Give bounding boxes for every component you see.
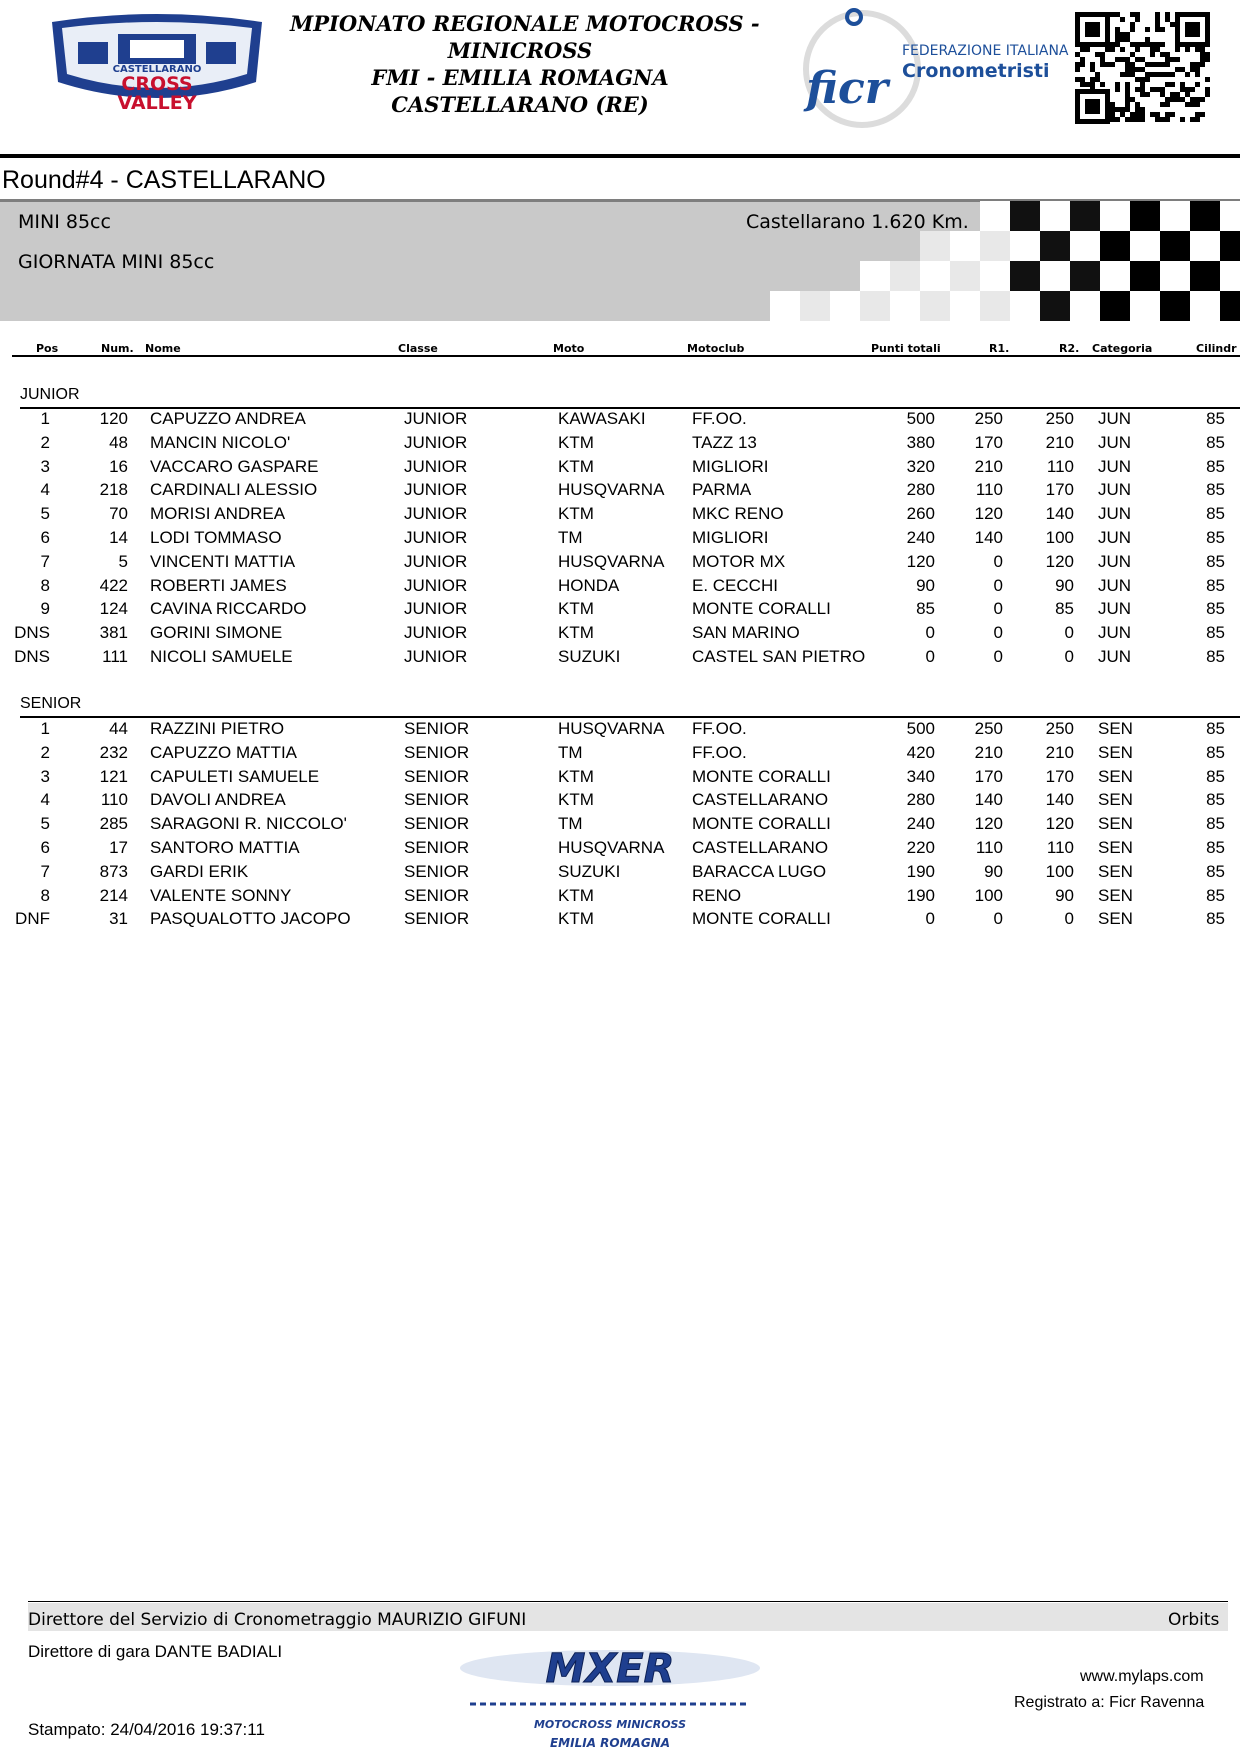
cell-name: CARDINALI ALESSIO [150,480,318,499]
cell-class: JUNIOR [404,409,468,428]
cell-cc: 85 [1206,814,1225,833]
cell-cat: SEN [1098,838,1133,857]
cell-name: CAPULETI SAMUELE [150,767,320,786]
cell-name: LODI TOMMASO [150,528,282,547]
col-header-r2: R2. [1059,342,1080,355]
cell-club: FF.OO. [692,719,747,738]
table-row [0,838,1240,862]
table-row [0,790,1240,814]
cell-points: 380 [906,433,935,452]
cell-points: 0 [925,647,935,666]
cell-club: CASTELLARANO [692,838,829,857]
cell-num: 381 [99,623,128,642]
cell-cat: JUN [1098,528,1132,547]
cell-points: 280 [906,790,935,809]
mxer-line2-text: EMILIA ROMAGNA [549,1736,671,1750]
cell-r1: 250 [974,719,1003,738]
cell-moto: KAWASAKI [558,409,646,428]
logo-mid-text: CROSS [121,73,193,95]
cell-cat: SEN [1098,886,1133,905]
cell-cc: 85 [1206,599,1225,618]
table-row [0,599,1240,623]
event-title [290,10,760,118]
cell-r2: 120 [1045,552,1074,571]
cell-r1: 210 [974,457,1003,476]
cell-r2: 210 [1045,743,1074,762]
cell-pos: 2 [40,743,50,762]
cell-club: FF.OO. [692,409,747,428]
cell-name: SARAGONI R. NICCOLO' [150,814,347,833]
cell-moto: SUZUKI [558,647,621,666]
cell-cc: 85 [1206,576,1225,595]
cell-cat: JUN [1098,457,1132,476]
cell-club: SAN MARINO [692,623,800,642]
cell-r1: 100 [974,886,1003,905]
cell-points: 85 [916,599,935,618]
table-row [0,576,1240,600]
ficr-logo [800,5,1069,131]
cell-name: NICOLI SAMUELE [150,647,293,666]
cell-moto: KTM [558,909,594,928]
cell-class: JUNIOR [404,504,468,523]
cell-cat: JUN [1098,599,1132,618]
cell-r2: 100 [1045,862,1074,881]
cell-moto: KTM [558,433,594,452]
table-row [0,552,1240,576]
cell-cat: JUN [1098,409,1132,428]
table-row [0,457,1240,481]
cell-moto: HUSQVARNA [558,838,665,857]
cell-points: 120 [906,552,935,571]
cell-class: JUNIOR [404,480,468,499]
cell-name: CAPUZZO ANDREA [150,409,306,428]
cell-name: VALENTE SONNY [150,886,292,905]
cell-points: 190 [906,886,935,905]
cell-pos: DNS [14,647,50,666]
cell-r2: 0 [1064,623,1074,642]
cell-cc: 85 [1206,552,1225,571]
cell-cc: 85 [1206,504,1225,523]
col-header-cc: Cilindr [1196,342,1237,355]
table-row [0,743,1240,767]
cell-r1: 210 [974,743,1003,762]
cell-cat: SEN [1098,790,1133,809]
table-row [0,862,1240,886]
cell-r2: 210 [1045,433,1074,452]
cell-pos: 8 [40,886,50,905]
table-header-rule [12,355,1240,357]
cell-class: SENIOR [404,886,470,905]
cell-cc: 85 [1206,886,1225,905]
cell-pos: 4 [40,790,50,809]
cell-r2: 110 [1046,457,1074,476]
cell-name: RAZZINI PIETRO [150,719,285,738]
cell-cat: SEN [1098,909,1133,928]
col-header-class: Classe [398,342,438,355]
cell-r1: 250 [974,409,1003,428]
cell-cc: 85 [1206,457,1225,476]
cell-cc: 85 [1206,862,1225,881]
cell-moto: KTM [558,623,594,642]
cell-club: TAZZ 13 [692,433,757,452]
cell-name: GARDI ERIK [150,862,249,881]
class-name: MINI 85cc [18,211,111,233]
event-title-line: MINICROSS [447,38,593,63]
cell-num: 31 [109,909,128,928]
cell-r1: 0 [993,576,1003,595]
cell-moto: KTM [558,504,594,523]
cell-num: 120 [99,409,128,428]
cell-class: SENIOR [404,767,470,786]
cell-name: MORISI ANDREA [150,504,286,523]
cell-name: ROBERTI JAMES [150,576,287,595]
ficr-line1-text: FEDERAZIONE ITALIANA [902,43,1069,59]
cell-cc: 85 [1206,647,1225,666]
cell-moto: KTM [558,457,594,476]
cell-pos: 3 [40,767,50,786]
cell-cat: JUN [1098,552,1132,571]
cell-r1: 90 [984,862,1003,881]
cell-name: MANCIN NICOLO' [150,433,291,452]
cell-class: SENIOR [404,862,470,881]
cell-moto: HUSQVARNA [558,552,665,571]
cell-pos: 6 [40,838,50,857]
cell-class: JUNIOR [404,647,468,666]
cell-pos: 4 [40,480,50,499]
cell-cat: JUN [1098,623,1132,642]
table-row [0,719,1240,743]
cell-club: MKC RENO [692,504,784,523]
col-header-moto: Moto [553,342,585,355]
table-row [0,886,1240,910]
cell-points: 240 [906,814,935,833]
cell-cat: SEN [1098,814,1133,833]
cell-r1: 170 [974,433,1003,452]
cell-name: PASQUALOTTO JACOPO [150,909,351,928]
cell-pos: 7 [40,862,50,881]
cell-r1: 140 [974,528,1003,547]
cell-r1: 110 [975,838,1003,857]
cell-name: CAVINA RICCARDO [150,599,307,618]
col-header-r1: R1. [989,342,1010,355]
cell-num: 70 [109,504,128,523]
qr-code [1075,12,1215,124]
col-header-points: Punti totali [871,342,941,355]
cell-r2: 140 [1045,504,1074,523]
table-row [0,528,1240,552]
cell-num: 14 [109,528,128,547]
cross-valley-logo [48,12,266,116]
cell-points: 260 [906,504,935,523]
mxer-line1-text: MOTOCROSS MINICROSS [533,1718,687,1731]
cell-points: 0 [925,909,935,928]
cell-cc: 85 [1206,528,1225,547]
table-row [0,647,1240,671]
cell-club: MONTE CORALLI [692,599,831,618]
cell-points: 280 [906,480,935,499]
session-name: GIORNATA MINI 85cc [18,251,215,273]
cell-cc: 85 [1206,433,1225,452]
cell-name: VACCARO GASPARE [150,457,319,476]
cell-r1: 110 [975,480,1003,499]
cell-cat: JUN [1098,480,1132,499]
cell-num: 110 [100,790,128,809]
cell-r1: 170 [974,767,1003,786]
cell-club: MIGLIORI [692,457,769,476]
cell-moto: SUZUKI [558,862,621,881]
cell-num: 48 [109,433,128,452]
table-row [0,409,1240,433]
col-header-name: Nome [145,342,181,355]
cell-num: 44 [109,719,128,738]
cell-cc: 85 [1206,409,1225,428]
category-banner [0,199,1240,321]
event-title-line: MPIONATO REGIONALE MOTOCROSS - [290,11,760,36]
cell-points: 320 [906,457,935,476]
cell-r1: 0 [993,552,1003,571]
cell-pos: 5 [40,814,50,833]
logo-bottom-text: VALLEY [117,92,197,114]
cell-club: CASTELLARANO [692,790,829,809]
cell-moto: TM [558,743,583,762]
cell-class: SENIOR [404,909,470,928]
cell-club: MONTE CORALLI [692,814,831,833]
cell-class: JUNIOR [404,623,468,642]
cell-r2: 250 [1045,409,1074,428]
cell-club: PARMA [692,480,752,499]
cell-class: SENIOR [404,838,470,857]
orbits-label: Orbits [1168,1610,1220,1630]
cell-points: 420 [906,743,935,762]
cell-points: 500 [906,409,935,428]
cell-r2: 110 [1046,838,1074,857]
cell-cc: 85 [1206,767,1225,786]
cell-class: SENIOR [404,814,470,833]
cell-num: 124 [99,599,128,618]
track-info: Castellarano 1.620 Km. [746,211,969,233]
cell-club: FF.OO. [692,743,747,762]
cell-pos: 8 [40,576,50,595]
cell-name: SANTORO MATTIA [150,838,300,857]
cell-cat: JUN [1098,433,1132,452]
cell-points: 240 [906,528,935,547]
cell-cc: 85 [1206,743,1225,762]
cell-moto: KTM [558,767,594,786]
cell-club: CASTEL SAN PIETRO [692,647,866,666]
cell-cat: JUN [1098,504,1132,523]
cell-pos: 1 [40,719,50,738]
cell-cat: SEN [1098,743,1133,762]
cell-cat: JUN [1098,647,1132,666]
cell-class: SENIOR [404,743,470,762]
cell-points: 220 [906,838,935,857]
col-header-category: Categoria [1092,342,1153,355]
cell-r1: 0 [993,623,1003,642]
mxer-logo [430,1640,790,1752]
cell-class: JUNIOR [404,457,468,476]
cell-num: 16 [109,457,128,476]
footer-divider [28,1601,1228,1602]
cell-r1: 0 [993,647,1003,666]
cell-points: 90 [916,576,935,595]
cell-cc: 85 [1206,719,1225,738]
cell-cc: 85 [1206,480,1225,499]
cell-cc: 85 [1206,623,1225,642]
logo-top-text: CASTELLARANO [112,64,202,75]
cell-r1: 0 [993,909,1003,928]
cell-num: 5 [118,552,128,571]
cell-r1: 120 [974,814,1003,833]
table-row [0,504,1240,528]
cell-r1: 120 [974,504,1003,523]
cell-r1: 0 [993,599,1003,618]
cell-r2: 120 [1045,814,1074,833]
cell-num: 17 [109,838,128,857]
cell-pos: 3 [40,457,50,476]
cell-class: JUNIOR [404,528,468,547]
event-title-line: FMI - EMILIA ROMAGNA [371,65,669,90]
cell-num: 232 [99,743,128,762]
table-row [0,623,1240,647]
cell-cat: SEN [1098,719,1133,738]
print-timestamp: Stampato: 24/04/2016 19:37:11 [28,1720,265,1739]
cell-num: 873 [99,862,128,881]
cell-name: CAPUZZO MATTIA [150,743,298,762]
cell-pos: DNF [15,909,50,928]
cell-pos: DNS [14,623,50,642]
cell-moto: TM [558,528,583,547]
cell-r1: 140 [974,790,1003,809]
cell-class: JUNIOR [404,599,468,618]
cell-cat: JUN [1098,576,1132,595]
cell-r2: 170 [1045,767,1074,786]
cell-num: 218 [99,480,128,499]
cell-r2: 90 [1055,576,1074,595]
cell-pos: 1 [40,409,50,428]
cell-cat: SEN [1098,767,1133,786]
table-row [0,909,1240,933]
registered-to: Registrato a: Ficr Ravenna [1014,1694,1205,1711]
timing-director: Direttore del Servizio di Cronometraggio MAURIZIO GIFUNI [28,1610,527,1630]
cell-num: 285 [99,814,128,833]
cell-cc: 85 [1206,838,1225,857]
cell-moto: HUSQVARNA [558,480,665,499]
table-row [0,480,1240,504]
cell-class: JUNIOR [404,552,468,571]
cell-moto: KTM [558,790,594,809]
cell-num: 111 [102,647,128,666]
cell-club: MONTE CORALLI [692,767,831,786]
cell-club: BARACCA LUGO [692,862,827,881]
cell-club: MIGLIORI [692,528,769,547]
cell-cc: 85 [1206,790,1225,809]
cell-class: JUNIOR [404,433,468,452]
col-header-num: Num. [101,342,134,355]
cell-club: MOTOR MX [692,552,786,571]
cell-r2: 250 [1045,719,1074,738]
section-rule [20,716,1240,718]
cell-points: 340 [906,767,935,786]
cell-pos: 6 [40,528,50,547]
cell-points: 0 [925,623,935,642]
cell-r2: 170 [1045,480,1074,499]
cell-points: 190 [906,862,935,881]
table-row [0,814,1240,838]
cell-num: 422 [99,576,128,595]
cell-r2: 0 [1064,647,1074,666]
cell-points: 500 [906,719,935,738]
event-title-line: CASTELLARANO (RE) [391,92,649,117]
section-label: SENIOR [20,695,82,712]
cell-moto: TM [558,814,583,833]
cell-moto: HONDA [558,576,620,595]
ficr-mark-text: ficr [806,63,888,114]
cell-num: 214 [99,886,128,905]
table-row [0,433,1240,457]
cell-r2: 100 [1045,528,1074,547]
mylaps-url[interactable]: www.mylaps.com [1080,1668,1204,1685]
header-divider [0,154,1240,158]
cell-moto: KTM [558,599,594,618]
cell-pos: 5 [40,504,50,523]
cell-r2: 0 [1064,909,1074,928]
cell-name: GORINI SIMONE [150,623,283,642]
cell-r2: 90 [1055,886,1074,905]
mxer-mark-text: MXER [545,1646,675,1692]
cell-club: MONTE CORALLI [692,909,831,928]
table-row [0,767,1240,791]
cell-class: SENIOR [404,790,470,809]
cell-pos: 7 [40,552,50,571]
cell-pos: 2 [40,433,50,452]
cell-moto: HUSQVARNA [558,719,665,738]
section-label: JUNIOR [20,386,80,403]
cell-class: SENIOR [404,719,470,738]
ficr-line2-text: Cronometristi [902,60,1050,82]
col-header-club: Motoclub [687,342,745,355]
col-header-pos: Pos [36,342,59,355]
cell-club: E. CECCHI [692,576,778,595]
cell-cat: SEN [1098,862,1133,881]
cell-r2: 85 [1055,599,1074,618]
round-title: Round#4 - CASTELLARANO [2,166,326,194]
cell-num: 121 [99,767,128,786]
cell-club: RENO [692,886,742,905]
cell-class: JUNIOR [404,576,468,595]
cell-r2: 140 [1045,790,1074,809]
cell-pos: 9 [40,599,50,618]
cell-name: VINCENTI MATTIA [150,552,296,571]
cell-name: DAVOLI ANDREA [150,790,286,809]
race-director: Direttore di gara DANTE BADIALI [28,1642,283,1661]
cell-moto: KTM [558,886,594,905]
cell-cc: 85 [1206,909,1225,928]
